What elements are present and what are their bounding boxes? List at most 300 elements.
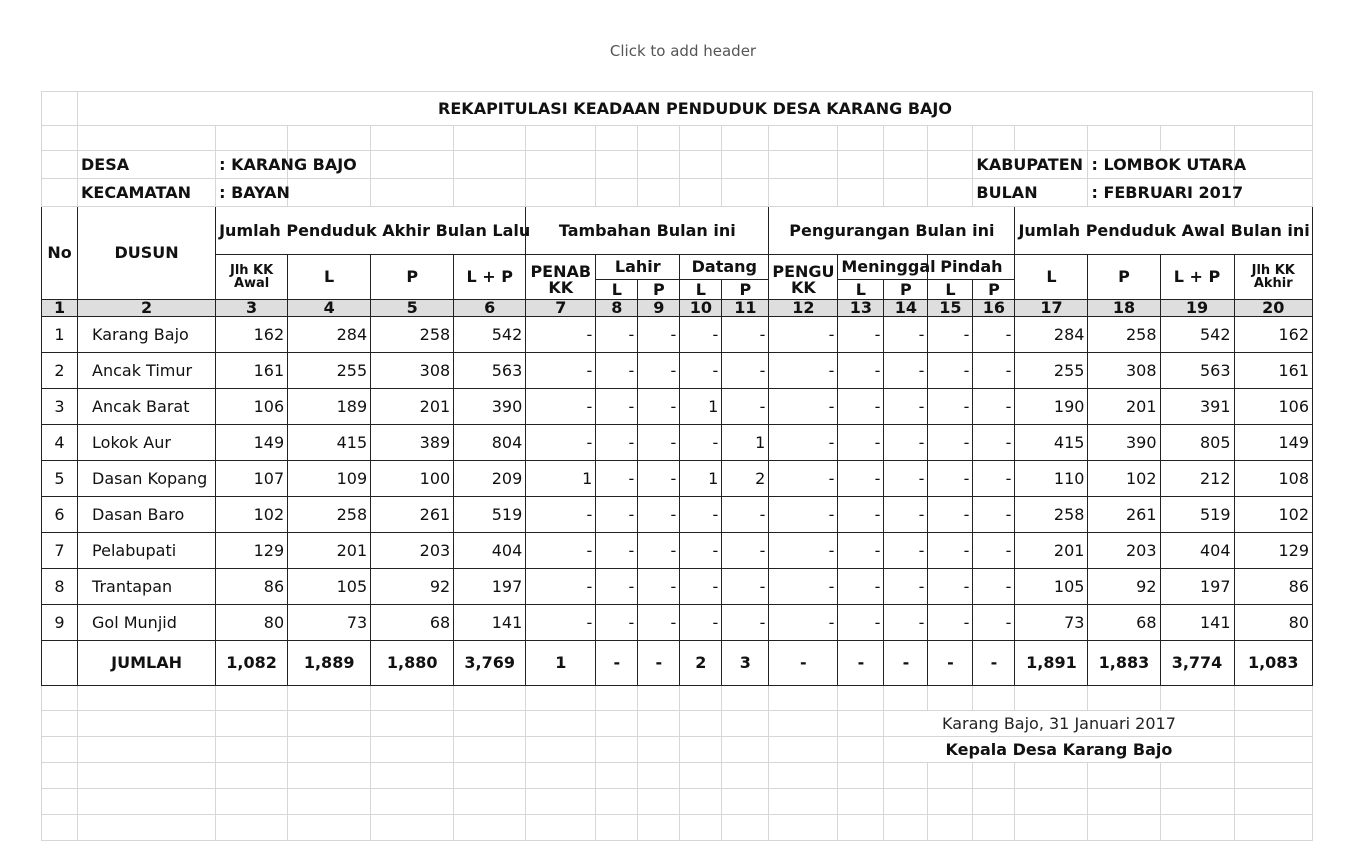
cell-c6[interactable]: 390 — [454, 389, 526, 425]
desa-value[interactable]: : KARANG BAJO — [216, 151, 288, 179]
empty-cell[interactable] — [288, 815, 371, 841]
header-dusun[interactable]: DUSUN — [78, 207, 216, 300]
empty-cell[interactable] — [1160, 789, 1234, 815]
cell-c13[interactable]: - — [838, 461, 884, 497]
empty-cell[interactable] — [371, 686, 454, 711]
cell-c20[interactable]: 86 — [1234, 569, 1312, 605]
cell-c3[interactable]: 86 — [216, 569, 288, 605]
total-c4[interactable]: 1,889 — [288, 641, 371, 686]
cell-c3[interactable]: 106 — [216, 389, 288, 425]
empty-cell[interactable] — [526, 815, 596, 841]
empty-cell[interactable] — [596, 686, 638, 711]
empty-cell[interactable] — [769, 789, 838, 815]
cell-c19[interactable]: 141 — [1160, 605, 1234, 641]
empty-cell[interactable] — [1015, 815, 1088, 841]
cell-c7[interactable]: - — [526, 533, 596, 569]
cell-c11[interactable]: 2 — [722, 461, 769, 497]
empty-cell[interactable] — [1234, 686, 1312, 711]
header-group-pengurangan[interactable]: Pengurangan Bulan ini — [769, 207, 1015, 255]
cell-c13[interactable]: - — [838, 605, 884, 641]
header-pindah-p[interactable]: P — [973, 280, 1015, 300]
header-p-awal[interactable]: P — [1088, 255, 1160, 300]
empty-cell[interactable] — [884, 789, 928, 815]
cell-c5[interactable]: 100 — [371, 461, 454, 497]
header-p[interactable]: P — [371, 255, 454, 300]
kecamatan-label[interactable]: KECAMATAN — [78, 179, 216, 207]
empty-cell[interactable] — [42, 763, 78, 789]
total-label[interactable]: JUMLAH — [78, 641, 216, 686]
cell-c19[interactable]: 212 — [1160, 461, 1234, 497]
column-number-10[interactable]: 10 — [680, 300, 722, 317]
cell-c4[interactable]: 284 — [288, 317, 371, 353]
empty-cell[interactable] — [638, 763, 680, 789]
header-lahir[interactable]: Lahir — [596, 255, 680, 280]
empty-cell[interactable] — [928, 686, 973, 711]
empty-cell[interactable] — [884, 763, 928, 789]
cell-c20[interactable]: 108 — [1234, 461, 1312, 497]
cell-c10[interactable]: 1 — [680, 461, 722, 497]
empty-cell[interactable] — [1234, 711, 1312, 737]
column-number-3[interactable]: 3 — [216, 300, 288, 317]
empty-cell[interactable] — [884, 686, 928, 711]
cell-c16[interactable]: - — [973, 317, 1015, 353]
cell-c10[interactable]: - — [680, 497, 722, 533]
empty-cell[interactable] — [78, 763, 216, 789]
empty-cell[interactable] — [838, 737, 884, 763]
cell-c7[interactable]: - — [526, 497, 596, 533]
cell-c19[interactable]: 404 — [1160, 533, 1234, 569]
total-c14[interactable]: - — [884, 641, 928, 686]
cell-c7[interactable]: - — [526, 353, 596, 389]
column-number-1[interactable]: 1 — [42, 300, 78, 317]
column-number-17[interactable]: 17 — [1015, 300, 1088, 317]
empty-cell[interactable] — [769, 815, 838, 841]
cell-c12[interactable]: - — [769, 605, 838, 641]
cell-c17[interactable]: 73 — [1015, 605, 1088, 641]
kabupaten-value[interactable]: : LOMBOK UTARA — [1088, 151, 1234, 179]
cell-c4[interactable]: 189 — [288, 389, 371, 425]
empty-cell[interactable] — [288, 737, 371, 763]
cell-c20[interactable]: 106 — [1234, 389, 1312, 425]
empty-cell[interactable] — [884, 815, 928, 841]
header-group-awal-bulan-ini[interactable]: Jumlah Penduduk Awal Bulan ini — [1015, 207, 1313, 255]
cell-c11[interactable]: - — [722, 497, 769, 533]
cell-c19[interactable]: 563 — [1160, 353, 1234, 389]
cell-c11[interactable]: - — [722, 605, 769, 641]
empty-cell[interactable] — [596, 711, 638, 737]
column-number-15[interactable]: 15 — [928, 300, 973, 317]
row-dusun[interactable]: Lokok Aur — [78, 425, 216, 461]
total-c19[interactable]: 3,774 — [1160, 641, 1234, 686]
cell-c15[interactable]: - — [928, 533, 973, 569]
cell-c6[interactable]: 404 — [454, 533, 526, 569]
empty-cell[interactable] — [680, 711, 722, 737]
empty-cell[interactable] — [928, 763, 973, 789]
empty-cell[interactable] — [1088, 789, 1160, 815]
cell-c16[interactable]: - — [973, 569, 1015, 605]
column-number-12[interactable]: 12 — [769, 300, 838, 317]
empty-cell[interactable] — [973, 763, 1015, 789]
cell-c13[interactable]: - — [838, 353, 884, 389]
signature-title[interactable]: Kepala Desa Karang Bajo — [884, 737, 1234, 763]
empty-cell[interactable] — [526, 763, 596, 789]
cell-c9[interactable]: - — [638, 569, 680, 605]
empty-cell[interactable] — [1015, 686, 1088, 711]
cell-c17[interactable]: 258 — [1015, 497, 1088, 533]
row-dusun[interactable]: Ancak Timur — [78, 353, 216, 389]
cell-c3[interactable]: 107 — [216, 461, 288, 497]
total-c3[interactable]: 1,082 — [216, 641, 288, 686]
header-datang[interactable]: Datang — [680, 255, 769, 280]
empty-cell[interactable] — [78, 789, 216, 815]
bulan-value[interactable]: : FEBRUARI 2017 — [1088, 179, 1234, 207]
cell-c10[interactable]: 1 — [680, 389, 722, 425]
cell-c10[interactable]: - — [680, 425, 722, 461]
cell-c5[interactable]: 258 — [371, 317, 454, 353]
header-penab-kk[interactable]: KK — [526, 280, 596, 300]
header-lahir-l[interactable]: L — [596, 280, 638, 300]
empty-cell[interactable] — [371, 711, 454, 737]
header-datang-p[interactable]: P — [722, 280, 769, 300]
empty-cell[interactable] — [288, 686, 371, 711]
column-number-14[interactable]: 14 — [884, 300, 928, 317]
cell-c15[interactable]: - — [928, 317, 973, 353]
empty-cell[interactable] — [838, 763, 884, 789]
empty-cell[interactable] — [680, 789, 722, 815]
empty-cell[interactable] — [1088, 686, 1160, 711]
cell-c13[interactable]: - — [838, 569, 884, 605]
column-number-6[interactable]: 6 — [454, 300, 526, 317]
header-l[interactable]: L — [288, 255, 371, 300]
cell-c18[interactable]: 258 — [1088, 317, 1160, 353]
column-number-7[interactable]: 7 — [526, 300, 596, 317]
empty-cell[interactable] — [78, 686, 216, 711]
total-c10[interactable]: 2 — [680, 641, 722, 686]
row-dusun[interactable]: Dasan Baro — [78, 497, 216, 533]
cell-c5[interactable]: 308 — [371, 353, 454, 389]
cell-c18[interactable]: 261 — [1088, 497, 1160, 533]
empty-cell[interactable] — [42, 686, 78, 711]
empty-cell[interactable] — [722, 686, 769, 711]
cell-c18[interactable]: 68 — [1088, 605, 1160, 641]
total-c11[interactable]: 3 — [722, 641, 769, 686]
empty-cell[interactable] — [216, 763, 288, 789]
row-no[interactable]: 5 — [42, 461, 78, 497]
cell-c9[interactable]: - — [638, 317, 680, 353]
cell-c8[interactable]: - — [596, 317, 638, 353]
empty-cell[interactable] — [928, 815, 973, 841]
cell-c14[interactable]: - — [884, 425, 928, 461]
header-no[interactable]: No — [42, 207, 78, 300]
empty-cell[interactable] — [42, 711, 78, 737]
cell-c4[interactable]: 415 — [288, 425, 371, 461]
header-lahir-p[interactable]: P — [638, 280, 680, 300]
total-c18[interactable]: 1,883 — [1088, 641, 1160, 686]
header-pengu-kk[interactable]: KK — [769, 280, 838, 300]
row-no[interactable]: 1 — [42, 317, 78, 353]
cell-c9[interactable]: - — [638, 389, 680, 425]
cell-c13[interactable]: - — [838, 317, 884, 353]
empty-cell[interactable] — [638, 686, 680, 711]
cell-c18[interactable]: 102 — [1088, 461, 1160, 497]
cell-c15[interactable]: - — [928, 425, 973, 461]
header-penab[interactable]: PENAB — [526, 255, 596, 280]
empty-cell[interactable] — [371, 789, 454, 815]
cell-c14[interactable]: - — [884, 353, 928, 389]
cell-c14[interactable]: - — [884, 461, 928, 497]
empty-cell[interactable] — [454, 737, 526, 763]
header-pindah[interactable]: Pindah — [928, 255, 1015, 280]
cell-c18[interactable]: 201 — [1088, 389, 1160, 425]
column-number-4[interactable]: 4 — [288, 300, 371, 317]
cell-c17[interactable]: 284 — [1015, 317, 1088, 353]
row-dusun[interactable]: Dasan Kopang — [78, 461, 216, 497]
cell-c17[interactable]: 201 — [1015, 533, 1088, 569]
header-lp-awal[interactable]: L + P — [1160, 255, 1234, 300]
header-group-tambahan[interactable]: Tambahan Bulan ini — [526, 207, 769, 255]
column-number-11[interactable]: 11 — [722, 300, 769, 317]
empty-cell[interactable] — [42, 815, 78, 841]
cell-c9[interactable]: - — [638, 353, 680, 389]
report-title[interactable]: REKAPITULASI KEADAAN PENDUDUK DESA KARANG BAJO — [78, 92, 1313, 126]
cell-c15[interactable]: - — [928, 389, 973, 425]
cell-c7[interactable]: - — [526, 605, 596, 641]
row-dusun[interactable]: Trantapan — [78, 569, 216, 605]
cell-c8[interactable]: - — [596, 569, 638, 605]
cell-c16[interactable]: - — [973, 605, 1015, 641]
empty-cell[interactable] — [638, 711, 680, 737]
cell-c4[interactable]: 201 — [288, 533, 371, 569]
header-pindah-l[interactable]: L — [928, 280, 973, 300]
header-jlh-kk-akhir[interactable] — [1234, 255, 1312, 300]
cell-c20[interactable]: 161 — [1234, 353, 1312, 389]
header-meninggal[interactable]: Meninggal — [838, 255, 928, 280]
cell-c11[interactable]: - — [722, 353, 769, 389]
cell-c13[interactable]: - — [838, 389, 884, 425]
empty-cell[interactable] — [1160, 686, 1234, 711]
desa-label[interactable]: DESA — [78, 151, 216, 179]
cell-c8[interactable]: - — [596, 461, 638, 497]
empty-cell[interactable] — [1234, 763, 1312, 789]
header-datang-l[interactable]: L — [680, 280, 722, 300]
empty-cell[interactable] — [722, 815, 769, 841]
cell-c17[interactable]: 190 — [1015, 389, 1088, 425]
cell-c16[interactable]: - — [973, 353, 1015, 389]
cell-c6[interactable]: 197 — [454, 569, 526, 605]
empty-cell[interactable] — [1160, 815, 1234, 841]
total-c9[interactable]: - — [638, 641, 680, 686]
total-c7[interactable]: 1 — [526, 641, 596, 686]
cell-c7[interactable]: - — [526, 425, 596, 461]
empty-cell[interactable] — [454, 711, 526, 737]
header-meninggal-l[interactable]: L — [838, 280, 884, 300]
cell-c12[interactable]: - — [769, 353, 838, 389]
cell-c20[interactable]: 80 — [1234, 605, 1312, 641]
column-number-9[interactable]: 9 — [638, 300, 680, 317]
cell-c11[interactable]: - — [722, 389, 769, 425]
cell-c15[interactable]: - — [928, 569, 973, 605]
cell-c3[interactable]: 149 — [216, 425, 288, 461]
cell-c3[interactable]: 129 — [216, 533, 288, 569]
cell-c10[interactable]: - — [680, 569, 722, 605]
cell-c8[interactable]: - — [596, 497, 638, 533]
cell-c20[interactable]: 129 — [1234, 533, 1312, 569]
empty-cell[interactable] — [769, 686, 838, 711]
cell-c5[interactable]: 68 — [371, 605, 454, 641]
cell-c16[interactable]: - — [973, 425, 1015, 461]
empty-cell[interactable] — [1160, 763, 1234, 789]
cell-c19[interactable]: 805 — [1160, 425, 1234, 461]
cell-c18[interactable]: 308 — [1088, 353, 1160, 389]
page-header-placeholder[interactable]: Click to add header — [609, 42, 757, 60]
empty-cell[interactable] — [1234, 815, 1312, 841]
cell-c19[interactable]: 542 — [1160, 317, 1234, 353]
cell-c6[interactable]: 209 — [454, 461, 526, 497]
empty-cell[interactable] — [928, 789, 973, 815]
row-dusun[interactable]: Pelabupati — [78, 533, 216, 569]
row-no[interactable]: 8 — [42, 569, 78, 605]
cell-c9[interactable]: - — [638, 425, 680, 461]
column-number-18[interactable]: 18 — [1088, 300, 1160, 317]
cell-c14[interactable]: - — [884, 389, 928, 425]
empty-cell[interactable] — [596, 737, 638, 763]
empty-cell[interactable] — [680, 737, 722, 763]
cell-c12[interactable]: - — [769, 389, 838, 425]
row-dusun[interactable]: Gol Munjid — [78, 605, 216, 641]
empty-cell[interactable] — [42, 737, 78, 763]
cell-c5[interactable]: 261 — [371, 497, 454, 533]
cell-c7[interactable]: - — [526, 317, 596, 353]
empty-cell[interactable] — [680, 763, 722, 789]
cell-c4[interactable]: 255 — [288, 353, 371, 389]
empty-cell[interactable] — [680, 815, 722, 841]
empty-cell[interactable] — [722, 711, 769, 737]
cell-c15[interactable]: - — [928, 461, 973, 497]
empty-cell[interactable] — [722, 737, 769, 763]
empty-cell[interactable] — [769, 711, 838, 737]
cell-c13[interactable]: - — [838, 425, 884, 461]
cell-c18[interactable]: 203 — [1088, 533, 1160, 569]
cell-c19[interactable]: 519 — [1160, 497, 1234, 533]
cell-c10[interactable]: - — [680, 533, 722, 569]
empty-cell[interactable] — [78, 737, 216, 763]
empty-cell[interactable] — [216, 711, 288, 737]
cell-c16[interactable]: - — [973, 389, 1015, 425]
cell-c15[interactable]: - — [928, 353, 973, 389]
cell-c14[interactable]: - — [884, 317, 928, 353]
row-no[interactable]: 3 — [42, 389, 78, 425]
total-no-cell[interactable] — [42, 641, 78, 686]
cell-c6[interactable]: 542 — [454, 317, 526, 353]
empty-cell[interactable] — [288, 711, 371, 737]
cell-c6[interactable]: 563 — [454, 353, 526, 389]
cell-c20[interactable]: 162 — [1234, 317, 1312, 353]
empty-cell[interactable] — [526, 737, 596, 763]
cell-c18[interactable]: 92 — [1088, 569, 1160, 605]
header-lp[interactable]: L + P — [454, 255, 526, 300]
empty-cell[interactable] — [838, 711, 884, 737]
empty-cell[interactable] — [638, 789, 680, 815]
total-c6[interactable]: 3,769 — [454, 641, 526, 686]
empty-cell[interactable] — [1088, 815, 1160, 841]
empty-cell[interactable] — [638, 815, 680, 841]
cell-c5[interactable]: 92 — [371, 569, 454, 605]
empty-cell[interactable] — [216, 789, 288, 815]
empty-cell[interactable] — [371, 763, 454, 789]
cell-c4[interactable]: 73 — [288, 605, 371, 641]
cell-c17[interactable]: 110 — [1015, 461, 1088, 497]
cell-c12[interactable]: - — [769, 317, 838, 353]
cell-c9[interactable]: - — [638, 461, 680, 497]
cell-c16[interactable]: - — [973, 461, 1015, 497]
total-c8[interactable]: - — [596, 641, 638, 686]
cell-c6[interactable]: 804 — [454, 425, 526, 461]
cell-c20[interactable]: 149 — [1234, 425, 1312, 461]
cell-c3[interactable]: 161 — [216, 353, 288, 389]
empty-cell[interactable] — [838, 815, 884, 841]
cell-c19[interactable]: 197 — [1160, 569, 1234, 605]
empty-cell[interactable] — [216, 686, 288, 711]
cell-c10[interactable]: - — [680, 605, 722, 641]
empty-cell[interactable] — [596, 763, 638, 789]
cell-c9[interactable]: - — [638, 533, 680, 569]
cell-c5[interactable]: 201 — [371, 389, 454, 425]
column-number-13[interactable]: 13 — [838, 300, 884, 317]
total-c5[interactable]: 1,880 — [371, 641, 454, 686]
cell-c14[interactable]: - — [884, 569, 928, 605]
empty-cell[interactable] — [680, 686, 722, 711]
bulan-label[interactable]: BULAN — [973, 179, 1088, 207]
column-number-5[interactable]: 5 — [371, 300, 454, 317]
total-c12[interactable]: - — [769, 641, 838, 686]
kabupaten-label[interactable]: KABUPATEN — [973, 151, 1088, 179]
cell-c18[interactable]: 390 — [1088, 425, 1160, 461]
cell-c12[interactable]: - — [769, 533, 838, 569]
cell-c10[interactable]: - — [680, 353, 722, 389]
cell-c12[interactable]: - — [769, 569, 838, 605]
cell-c8[interactable]: - — [596, 389, 638, 425]
empty-cell[interactable] — [454, 815, 526, 841]
cell-c6[interactable]: 141 — [454, 605, 526, 641]
cell-c15[interactable]: - — [928, 497, 973, 533]
row-no[interactable]: 7 — [42, 533, 78, 569]
empty-cell[interactable] — [769, 763, 838, 789]
cell-c8[interactable]: - — [596, 425, 638, 461]
total-c17[interactable]: 1,891 — [1015, 641, 1088, 686]
empty-cell[interactable] — [1234, 789, 1312, 815]
cell-c5[interactable]: 389 — [371, 425, 454, 461]
cell-c11[interactable]: - — [722, 317, 769, 353]
empty-cell[interactable] — [973, 815, 1015, 841]
empty-cell[interactable] — [42, 789, 78, 815]
empty-cell[interactable] — [526, 789, 596, 815]
cell-c9[interactable]: - — [638, 605, 680, 641]
empty-cell[interactable] — [216, 815, 288, 841]
empty-cell[interactable] — [1234, 737, 1312, 763]
column-number-2[interactable]: 2 — [78, 300, 216, 317]
cell-c9[interactable]: - — [638, 497, 680, 533]
cell-c7[interactable]: 1 — [526, 461, 596, 497]
empty-cell[interactable] — [838, 686, 884, 711]
cell-c11[interactable]: 1 — [722, 425, 769, 461]
empty-cell[interactable] — [973, 686, 1015, 711]
empty-cell[interactable] — [454, 763, 526, 789]
header-l-awal[interactable]: L — [1015, 255, 1088, 300]
cell-c6[interactable]: 519 — [454, 497, 526, 533]
cell-c17[interactable]: 415 — [1015, 425, 1088, 461]
header-pengu[interactable]: PENGU — [769, 255, 838, 280]
cell-c13[interactable]: - — [838, 533, 884, 569]
